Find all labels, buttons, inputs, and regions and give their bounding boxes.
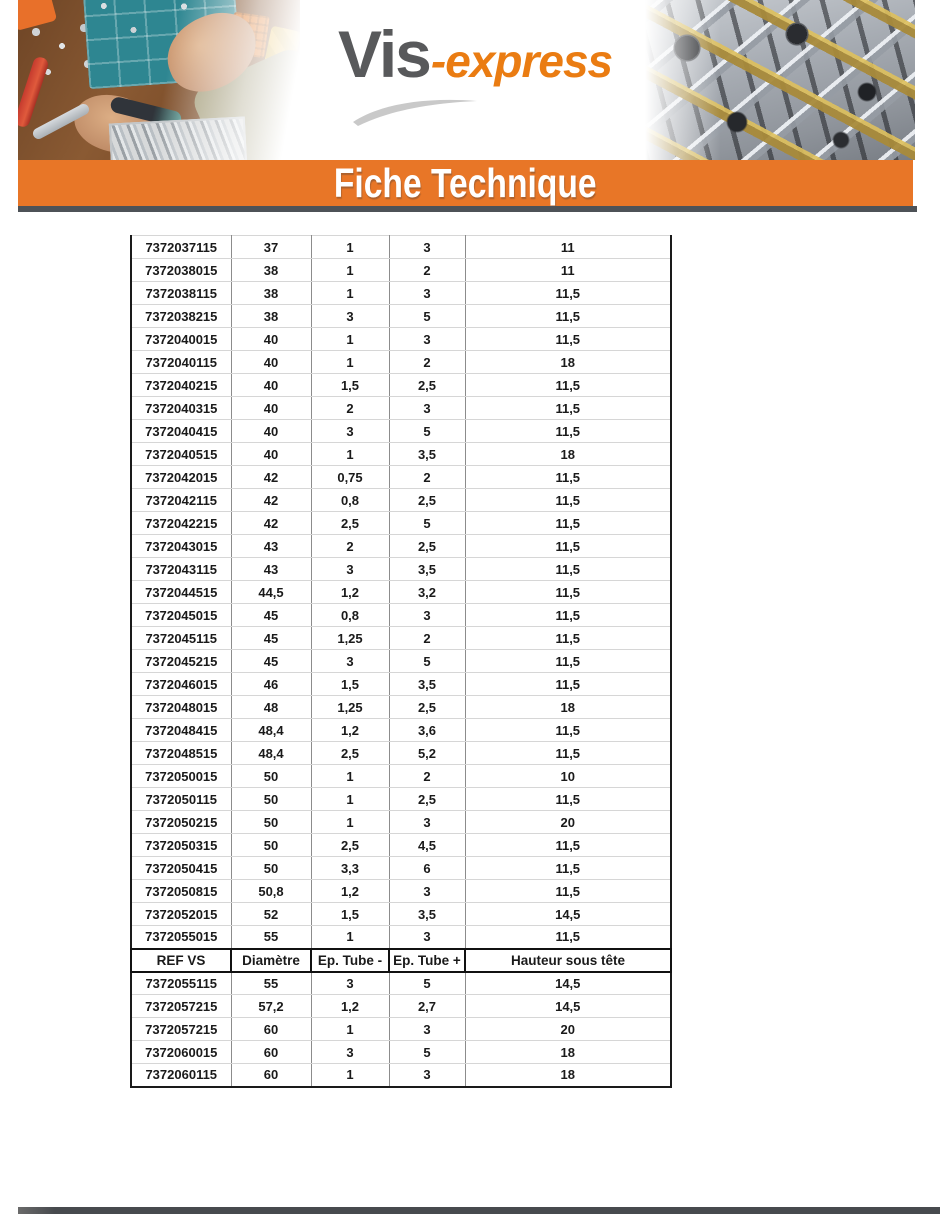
table-row — [131, 903, 671, 926]
table-row — [131, 995, 671, 1018]
table-cell: 3 — [311, 305, 389, 328]
table-cell: 18 — [465, 696, 671, 719]
table-cell: 1 — [311, 811, 389, 834]
table-row — [131, 673, 671, 696]
table-cell: 1,2 — [311, 880, 389, 903]
table-cell: 2,5 — [389, 374, 465, 397]
table-cell: 50 — [231, 857, 311, 880]
table-cell: 3 — [389, 926, 465, 949]
table-cell: 14,5 — [465, 972, 671, 995]
table-cell: 7372050315 — [131, 834, 231, 857]
table-cell: 0,8 — [311, 489, 389, 512]
table-row — [131, 259, 671, 282]
table-row — [131, 650, 671, 673]
table-cell: 5 — [389, 305, 465, 328]
table-cell: 1,25 — [311, 627, 389, 650]
table-cell: 18 — [465, 1064, 671, 1087]
table-cell: 11,5 — [465, 926, 671, 949]
table-cell: 1,25 — [311, 696, 389, 719]
table-cell: 0,75 — [311, 466, 389, 489]
table-cell: 50 — [231, 811, 311, 834]
table-row — [131, 443, 671, 466]
table-cell: 7372050115 — [131, 788, 231, 811]
table-cell: 11,5 — [465, 420, 671, 443]
table-cell: 18 — [465, 351, 671, 374]
table-cell: 40 — [231, 374, 311, 397]
table-row — [131, 374, 671, 397]
table-cell: 7372060115 — [131, 1064, 231, 1087]
table-cell: 3 — [389, 604, 465, 627]
table-cell: 11,5 — [465, 742, 671, 765]
table-cell: 7372040015 — [131, 328, 231, 351]
table-cell: 7372038015 — [131, 259, 231, 282]
table-cell: 7372052015 — [131, 903, 231, 926]
table-cell: 3 — [389, 811, 465, 834]
table-cell: 3,6 — [389, 719, 465, 742]
table-cell: 5 — [389, 420, 465, 443]
table-cell: 11,5 — [465, 650, 671, 673]
table-cell: 60 — [231, 1018, 311, 1041]
table-cell: 7372042115 — [131, 489, 231, 512]
table-cell: 5 — [389, 650, 465, 673]
table-cell: 1,5 — [311, 673, 389, 696]
table-cell: 38 — [231, 282, 311, 305]
table-cell: 7372046015 — [131, 673, 231, 696]
table-cell: 1 — [311, 1018, 389, 1041]
table-cell: 3 — [389, 1018, 465, 1041]
table-cell: 3 — [311, 650, 389, 673]
table-cell: 11,5 — [465, 397, 671, 420]
table-row — [131, 1064, 671, 1087]
table-cell: 14,5 — [465, 903, 671, 926]
table-cell: 1 — [311, 765, 389, 788]
table-row — [131, 788, 671, 811]
table-cell: 7372042015 — [131, 466, 231, 489]
table-cell: 2 — [389, 627, 465, 650]
table-row — [131, 857, 671, 880]
table-cell: 52 — [231, 903, 311, 926]
table-cell: 45 — [231, 650, 311, 673]
table-cell: 2 — [389, 351, 465, 374]
table-cell: 1,2 — [311, 581, 389, 604]
table-cell: 43 — [231, 535, 311, 558]
table-row — [131, 834, 671, 857]
table-cell: 1 — [311, 443, 389, 466]
table-cell: 7372043015 — [131, 535, 231, 558]
table-cell: 3,2 — [389, 581, 465, 604]
logo-text-express: -express — [430, 35, 613, 87]
column-header: Ep. Tube + — [389, 949, 465, 972]
table-cell: 3 — [311, 1041, 389, 1064]
table-cell: 3 — [389, 880, 465, 903]
table-cell: 7372040415 — [131, 420, 231, 443]
table-cell: 5,2 — [389, 742, 465, 765]
table-row — [131, 972, 671, 995]
table-cell: 11,5 — [465, 328, 671, 351]
table-cell: 60 — [231, 1041, 311, 1064]
table-cell: 3,5 — [389, 673, 465, 696]
title-banner — [18, 160, 913, 206]
table-cell: 2,5 — [311, 834, 389, 857]
table-cell: 7372048515 — [131, 742, 231, 765]
table-cell: 1 — [311, 1064, 389, 1087]
table-cell: 14,5 — [465, 995, 671, 1018]
table-cell: 7372050015 — [131, 765, 231, 788]
table-cell: 3 — [311, 972, 389, 995]
table-cell: 3 — [311, 558, 389, 581]
table-cell: 42 — [231, 466, 311, 489]
table-cell: 38 — [231, 305, 311, 328]
table-cell: 18 — [465, 1041, 671, 1064]
table-cell: 11,5 — [465, 604, 671, 627]
table-row — [131, 765, 671, 788]
table-row — [131, 1018, 671, 1041]
table-cell: 7372057215 — [131, 995, 231, 1018]
table-cell: 7372042215 — [131, 512, 231, 535]
table-row — [131, 397, 671, 420]
table-cell: 1 — [311, 788, 389, 811]
table-cell: 1 — [311, 328, 389, 351]
table-cell: 7372050815 — [131, 880, 231, 903]
table-row — [131, 696, 671, 719]
table-cell: 2 — [311, 535, 389, 558]
table-cell: 11,5 — [465, 558, 671, 581]
table-cell: 44,5 — [231, 581, 311, 604]
table-cell: 11 — [465, 259, 671, 282]
table-cell: 1 — [311, 926, 389, 949]
table-cell: 40 — [231, 420, 311, 443]
table-header-row — [131, 949, 671, 972]
table-cell: 2,5 — [311, 512, 389, 535]
table-cell: 7372057215 — [131, 1018, 231, 1041]
table-cell: 37 — [231, 236, 311, 259]
column-header: REF VS — [131, 949, 231, 972]
table-cell: 11,5 — [465, 374, 671, 397]
table-cell: 6 — [389, 857, 465, 880]
table-cell: 11,5 — [465, 535, 671, 558]
table-cell: 3 — [389, 328, 465, 351]
table-cell: 1,5 — [311, 903, 389, 926]
table-cell: 11 — [465, 236, 671, 259]
table-cell: 43 — [231, 558, 311, 581]
table-cell: 3,5 — [389, 558, 465, 581]
table-cell: 7372048415 — [131, 719, 231, 742]
page-title: Fiche Technique — [334, 159, 597, 206]
table-row — [131, 420, 671, 443]
table-cell: 1 — [311, 351, 389, 374]
table-row — [131, 926, 671, 949]
table-cell: 1,2 — [311, 719, 389, 742]
table-cell: 20 — [465, 811, 671, 834]
table-cell: 2,5 — [389, 535, 465, 558]
table-cell: 50 — [231, 788, 311, 811]
table-cell: 2 — [389, 466, 465, 489]
table-row — [131, 811, 671, 834]
table-cell: 57,2 — [231, 995, 311, 1018]
table-cell: 3 — [311, 420, 389, 443]
table-cell: 38 — [231, 259, 311, 282]
table-cell: 40 — [231, 328, 311, 351]
table-cell: 11,5 — [465, 857, 671, 880]
column-header: Ep. Tube - — [311, 949, 389, 972]
table-cell: 48,4 — [231, 719, 311, 742]
table-cell: 4,5 — [389, 834, 465, 857]
logo-swoosh-icon — [350, 94, 480, 128]
table-row — [131, 535, 671, 558]
table-cell: 3,5 — [389, 443, 465, 466]
table-cell: 3 — [389, 1064, 465, 1087]
table-row — [131, 719, 671, 742]
table-cell: 7372050415 — [131, 857, 231, 880]
table-row — [131, 236, 671, 259]
table-cell: 3 — [389, 282, 465, 305]
table-cell: 3 — [389, 397, 465, 420]
table-cell: 7372045015 — [131, 604, 231, 627]
table-cell: 40 — [231, 397, 311, 420]
banner-underline — [18, 206, 917, 212]
table-cell: 55 — [231, 926, 311, 949]
photo-fade-overlay — [18, 0, 300, 160]
table-cell: 46 — [231, 673, 311, 696]
table-cell: 11,5 — [465, 880, 671, 903]
table-cell: 7372043115 — [131, 558, 231, 581]
table-cell: 40 — [231, 351, 311, 374]
table-cell: 18 — [465, 443, 671, 466]
table-cell: 7372045215 — [131, 650, 231, 673]
table-row — [131, 512, 671, 535]
table-cell: 1,2 — [311, 995, 389, 1018]
table-cell: 11,5 — [465, 788, 671, 811]
footer-rule — [18, 1207, 940, 1214]
table-row — [131, 880, 671, 903]
table-row — [131, 466, 671, 489]
table-cell: 7372055115 — [131, 972, 231, 995]
table-cell: 1 — [311, 259, 389, 282]
spec-table — [130, 235, 672, 1088]
table-row — [131, 604, 671, 627]
table-cell: 1 — [311, 236, 389, 259]
table-cell: 11,5 — [465, 512, 671, 535]
table-cell: 11,5 — [465, 673, 671, 696]
table-row — [131, 558, 671, 581]
table-cell: 7372060015 — [131, 1041, 231, 1064]
table-cell: 3,3 — [311, 857, 389, 880]
table-cell: 11,5 — [465, 719, 671, 742]
table-cell: 7372040315 — [131, 397, 231, 420]
table-cell: 2 — [389, 259, 465, 282]
table-cell: 7372045115 — [131, 627, 231, 650]
spec-table-body — [131, 236, 671, 1087]
column-header: Diamètre — [231, 949, 311, 972]
table-cell: 50 — [231, 834, 311, 857]
table-row — [131, 489, 671, 512]
table-cell: 60 — [231, 1064, 311, 1087]
table-cell: 3 — [389, 236, 465, 259]
table-cell: 48,4 — [231, 742, 311, 765]
table-cell: 7372044515 — [131, 581, 231, 604]
table-row — [131, 305, 671, 328]
vis-express-logo — [338, 16, 618, 146]
table-cell: 5 — [389, 512, 465, 535]
logo-text — [338, 16, 618, 92]
table-cell: 2,7 — [389, 995, 465, 1018]
table-cell: 5 — [389, 1041, 465, 1064]
photo-fade-overlay — [645, 0, 915, 160]
table-cell: 7372038215 — [131, 305, 231, 328]
table-cell: 0,8 — [311, 604, 389, 627]
table-cell: 45 — [231, 627, 311, 650]
table-row — [131, 581, 671, 604]
table-row — [131, 742, 671, 765]
table-cell: 42 — [231, 512, 311, 535]
table-cell: 11,5 — [465, 489, 671, 512]
table-cell: 11,5 — [465, 305, 671, 328]
table-cell: 1 — [311, 282, 389, 305]
table-cell: 7372040115 — [131, 351, 231, 374]
table-row — [131, 328, 671, 351]
table-cell: 11,5 — [465, 581, 671, 604]
table-cell: 2 — [311, 397, 389, 420]
table-cell: 2 — [389, 765, 465, 788]
table-cell: 3,5 — [389, 903, 465, 926]
table-cell: 48 — [231, 696, 311, 719]
table-row — [131, 282, 671, 305]
table-cell: 2,5 — [311, 742, 389, 765]
logo-text-vis: Vis — [338, 17, 430, 91]
table-cell: 45 — [231, 604, 311, 627]
table-cell: 2,5 — [389, 788, 465, 811]
table-cell: 11,5 — [465, 466, 671, 489]
table-cell: 2,5 — [389, 696, 465, 719]
table-row — [131, 1041, 671, 1064]
table-cell: 7372040515 — [131, 443, 231, 466]
table-cell: 11,5 — [465, 834, 671, 857]
table-cell: 40 — [231, 443, 311, 466]
table-cell: 10 — [465, 765, 671, 788]
table-cell: 20 — [465, 1018, 671, 1041]
table-row — [131, 627, 671, 650]
column-header: Hauteur sous tête — [465, 949, 671, 972]
table-cell: 42 — [231, 489, 311, 512]
table-cell: 50,8 — [231, 880, 311, 903]
table-cell: 7372048015 — [131, 696, 231, 719]
screws-pile-photo — [645, 0, 915, 160]
workbench-photo — [18, 0, 300, 160]
table-cell: 7372050215 — [131, 811, 231, 834]
table-cell: 5 — [389, 972, 465, 995]
table-cell: 55 — [231, 972, 311, 995]
table-cell: 7372040215 — [131, 374, 231, 397]
table-cell: 11,5 — [465, 282, 671, 305]
table-cell: 1,5 — [311, 374, 389, 397]
table-cell: 50 — [231, 765, 311, 788]
table-cell: 11,5 — [465, 627, 671, 650]
table-cell: 7372055015 — [131, 926, 231, 949]
table-cell: 7372038115 — [131, 282, 231, 305]
table-cell: 7372037115 — [131, 236, 231, 259]
table-row — [131, 351, 671, 374]
table-cell: 2,5 — [389, 489, 465, 512]
